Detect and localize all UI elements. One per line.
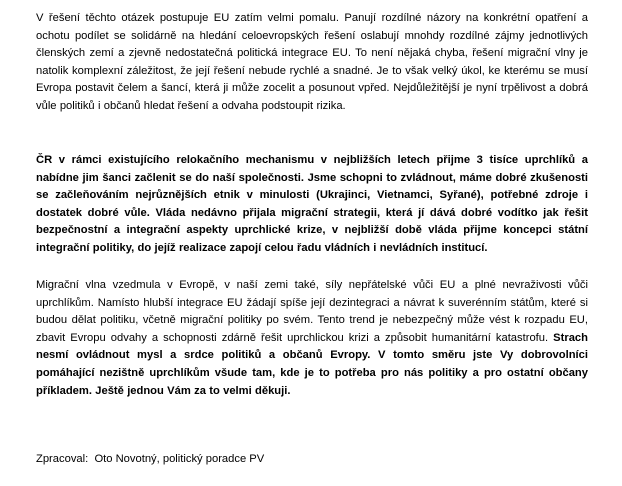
paragraph-czech-relocation-text: ČR v rámci existujícího relokačního mechanismu v nejbližších letech přijme 3 tisíce uprchlíků a nabídne jim šanci začlenit se do naší společnosti. Jsme schopni to zvládnout, máme dobré zkušenosti se začleňováním nejrůznějších etnik v minulosti (Ukrajinci, Vietnamci, Syřané), potřebné zdroje i dostatek dobré vůle. Vláda nedávno přijala migrační strategii, která jí dává dobré vodítko jak řešit bezpečnostní a integrační aspekty uprchlické krize, v nejbližší době vláda přijme koncepci státní integrační politiky, do jejíž realizace zapojí celou řadu vládních i nevládních institucí. [36,154,588,254]
signature-line [36,451,264,469]
signature-label: Zpracoval: [36,453,89,465]
signature-name: Oto Novotný, politický poradce PV [94,453,265,465]
paragraph-anti-eu-forces [36,277,588,400]
paragraph-anti-eu-forces-text: Migrační vlna vzedmula v Evropě, v naší zemi také, síly nepřátelské vůči EU a plné nevraživosti vůči uprchlíkům. Namísto hlubší integrace EU žádají spíše její dezintegraci a návrat k suverénním státům, které si budou dělat politiku, včetně migrační politiky po svém. Tento trend je nebezpečný může vést k rozpadu EU, zbavit Evropu odvahy a schopnosti zdárně řešit uprchlickou krizi a způsobit humanitární katastrofu. [36,279,588,344]
paragraph-czech-relocation [36,152,588,258]
paragraph-eu-migration-response: V řešení těchto otázek postupuje EU zatím velmi pomalu. Panují rozdílné názory na konkrétní opatření a ochotu podílet se solidárně na hledání celoevropských řešení oslabují mnohdy rozdílné zájmy jednotlivých členských zemí a zjevně nedostatečná politická integrace EU. To není nějaká chyba, řešení migrační vlny je natolik komplexní záležitost, že její řešení nebude rychlé a snadné. Je to však velký úkol, ke kterému se musí Evropa postavit čelem a šancí, která ji může zocelit a posunout vpřed. Nejdůležitější je nyní trpělivost a dobrá vůle politiků i občanů hledat řešení a odvaha podstoupit rizika. [36,12,588,112]
paragraph-volunteers-thanks: Strach nesmí ovládnout mysl a srdce politiků a občanů Evropy. V tomto směru jste Vy dobrovolníci pomáhající nezištně uprchlíkům všude tam, kde je to potřeba pro nás politiky a pro ostatní občany příkladem. Ještě jednou Vám za to velmi děkuji. [36,331,588,397]
